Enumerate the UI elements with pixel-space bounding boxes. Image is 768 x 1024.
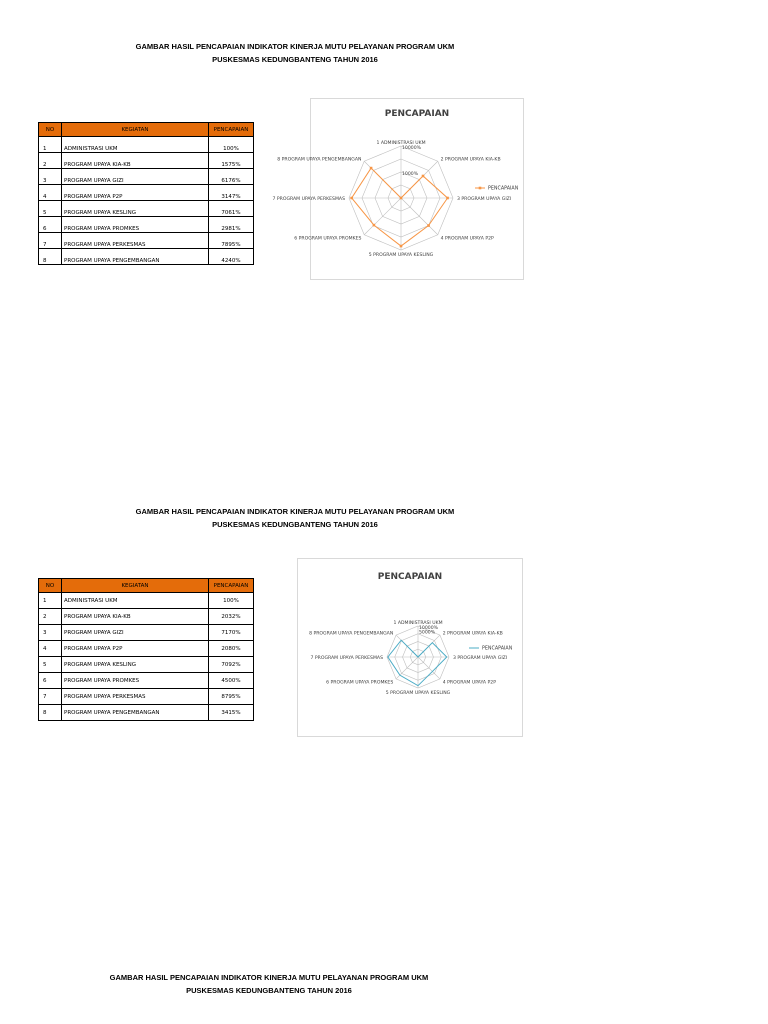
cell-kegiatan: PROGRAM UPAYA GIZI (62, 169, 209, 185)
cell-no: 4 (39, 641, 62, 657)
heading-line-1: GAMBAR HASIL PENCAPAIAN INDIKATOR KINERJA MUTU PELAYANAN PROGRAM UKM (135, 42, 455, 51)
table-row (39, 249, 254, 265)
tick-label: 1000% (402, 172, 419, 177)
data-point (370, 167, 373, 170)
cell-pencapaian: 7895% (209, 233, 254, 249)
cell-kegiatan: PROGRAM UPAYA P2P (62, 641, 209, 657)
header-no: NO (39, 579, 62, 593)
cell-pencapaian: 3415% (209, 705, 254, 721)
table-row (39, 169, 254, 185)
cell-no: 3 (39, 169, 62, 185)
heading-line-2: PUSKESMAS KEDUNGBANTENG TAHUN 2016 (212, 520, 378, 529)
heading-line-2: PUSKESMAS KEDUNGBANTENG TAHUN 2016 (186, 986, 352, 995)
cell-kegiatan: PROGRAM UPAYA PERKESMAS (62, 689, 209, 705)
category-label: 6 PROGRAM UPAYA PROMKES (326, 680, 394, 686)
category-label: 2 PROGRAM UPAYA KIA-KB (440, 157, 501, 163)
tick-label: 10000% (402, 146, 421, 151)
cell-kegiatan: PROGRAM UPAYA PENGEMBANGAN (62, 249, 209, 265)
section-2-heading (100, 505, 490, 531)
cell-no: 2 (39, 609, 62, 625)
data-point (400, 197, 403, 200)
cell-pencapaian: 7170% (209, 625, 254, 641)
cell-pencapaian: 100% (209, 137, 254, 153)
header-kegiatan: KEGIATAN (62, 579, 209, 593)
category-label: 3 PROGRAM UPAYA GIZI (457, 197, 512, 202)
cell-no: 5 (39, 201, 62, 217)
table-row (39, 593, 254, 609)
table-row (39, 673, 254, 689)
achievement-table-1 (38, 122, 254, 265)
cell-pencapaian: 2080% (209, 641, 254, 657)
table-row (39, 137, 254, 153)
heading-line-1: GAMBAR HASIL PENCAPAIAN INDIKATOR KINERJA MUTU PELAYANAN PROGRAM UKM (135, 507, 455, 516)
data-point (446, 197, 449, 200)
cell-kegiatan: PROGRAM UPAYA P2P (62, 185, 209, 201)
category-label: 4 PROGRAM UPAYA P2P (440, 236, 494, 242)
cell-kegiatan: PROGRAM UPAYA KESLING (62, 657, 209, 673)
category-label: 4 PROGRAM UPAYA P2P (442, 680, 496, 686)
cell-no: 4 (39, 185, 62, 201)
data-point (422, 175, 425, 178)
category-label: 2 PROGRAM UPAYA KIA-KB (442, 631, 503, 637)
legend-label: PENCAPAIAN (488, 186, 519, 192)
cell-kegiatan: PROGRAM UPAYA GIZI (62, 625, 209, 641)
cell-no: 2 (39, 153, 62, 169)
header-pencapaian: PENCAPAIAN (209, 123, 254, 137)
cell-no: 6 (39, 217, 62, 233)
cell-kegiatan: PROGRAM UPAYA PROMKES (62, 217, 209, 233)
heading-line-1: GAMBAR HASIL PENCAPAIAN INDIKATOR KINERJA MUTU PELAYANAN PROGRAM UKM (109, 973, 429, 982)
cell-kegiatan: PROGRAM UPAYA KIA-KB (62, 609, 209, 625)
section-3-heading (74, 971, 464, 997)
cell-no: 3 (39, 625, 62, 641)
table-row (39, 217, 254, 233)
cell-pencapaian: 3147% (209, 185, 254, 201)
table-row (39, 153, 254, 169)
table-row (39, 689, 254, 705)
data-point (373, 224, 376, 227)
category-label: 1 ADMINISTRASI UKM (393, 621, 443, 626)
table-row (39, 185, 254, 201)
table-row (39, 625, 254, 641)
cell-no: 8 (39, 705, 62, 721)
table-row (39, 233, 254, 249)
radar-chart-1-svg (272, 99, 523, 279)
table-row (39, 705, 254, 721)
tick-label: 5000% (419, 630, 436, 636)
chart-title: PENCAPAIAN (384, 109, 450, 119)
category-label: 7 PROGRAM UPAYA PERKESMAS (310, 656, 383, 661)
radar-chart-2-svg (298, 559, 522, 736)
heading-line-2: PUSKESMAS KEDUNGBANTENG TAHUN 2016 (212, 55, 378, 64)
achievement-table-2 (38, 578, 254, 721)
cell-pencapaian: 4500% (209, 673, 254, 689)
table-header-row (39, 123, 254, 137)
cell-pencapaian: 2032% (209, 609, 254, 625)
category-label: 3 PROGRAM UPAYA GIZI (453, 656, 508, 661)
table-row (39, 641, 254, 657)
cell-pencapaian: 7092% (209, 657, 254, 673)
radar-chart-1 (272, 98, 524, 280)
cell-kegiatan: PROGRAM UPAYA PERKESMAS (62, 233, 209, 249)
cell-no: 8 (39, 249, 62, 265)
cell-pencapaian: 8795% (209, 689, 254, 705)
category-label: 1 ADMINISTRASI UKM (376, 141, 426, 146)
cell-kegiatan: ADMINISTRASI UKM (62, 593, 209, 609)
category-label: 6 PROGRAM UPAYA PROMKES (294, 236, 362, 242)
cell-kegiatan: PROGRAM UPAYA PENGEMBANGAN (62, 705, 209, 721)
category-label: 7 PROGRAM UPAYA PERKESMAS (272, 197, 345, 202)
cell-pencapaian: 1575% (209, 153, 254, 169)
cell-pencapaian: 4240% (209, 249, 254, 265)
cell-no: 5 (39, 657, 62, 673)
header-kegiatan: KEGIATAN (62, 123, 209, 137)
chart-title: PENCAPAIAN (377, 572, 443, 582)
tick-label: 10000% (419, 626, 438, 631)
table-row (39, 657, 254, 673)
section-1-heading (100, 40, 490, 66)
cell-no: 7 (39, 689, 62, 705)
cell-kegiatan: ADMINISTRASI UKM (62, 137, 209, 153)
table-row (39, 609, 254, 625)
cell-no: 1 (39, 593, 62, 609)
cell-pencapaian: 100% (209, 593, 254, 609)
cell-no: 1 (39, 137, 62, 153)
cell-pencapaian: 7061% (209, 201, 254, 217)
category-label: 5 PROGRAM UPAYA KESLING (385, 691, 451, 696)
data-point (427, 224, 430, 227)
cell-no: 6 (39, 673, 62, 689)
legend-label: PENCAPAIAN (482, 646, 513, 652)
category-label: 8 PROGRAM UPAYA PENGEMBANGAN (277, 157, 362, 163)
table-row (39, 201, 254, 217)
cell-kegiatan: PROGRAM UPAYA PROMKES (62, 673, 209, 689)
header-no: NO (39, 123, 62, 137)
category-label: 8 PROGRAM UPAYA PENGEMBANGAN (309, 631, 394, 637)
data-point (400, 245, 403, 248)
legend-marker (479, 187, 482, 190)
cell-no: 7 (39, 233, 62, 249)
cell-pencapaian: 6176% (209, 169, 254, 185)
cell-pencapaian: 2981% (209, 217, 254, 233)
cell-kegiatan: PROGRAM UPAYA KIA-KB (62, 153, 209, 169)
table-header-row (39, 579, 254, 593)
radar-chart-2 (297, 558, 523, 737)
category-label: 5 PROGRAM UPAYA KESLING (368, 253, 434, 258)
data-point (350, 197, 353, 200)
cell-kegiatan: PROGRAM UPAYA KESLING (62, 201, 209, 217)
header-pencapaian: PENCAPAIAN (209, 579, 254, 593)
